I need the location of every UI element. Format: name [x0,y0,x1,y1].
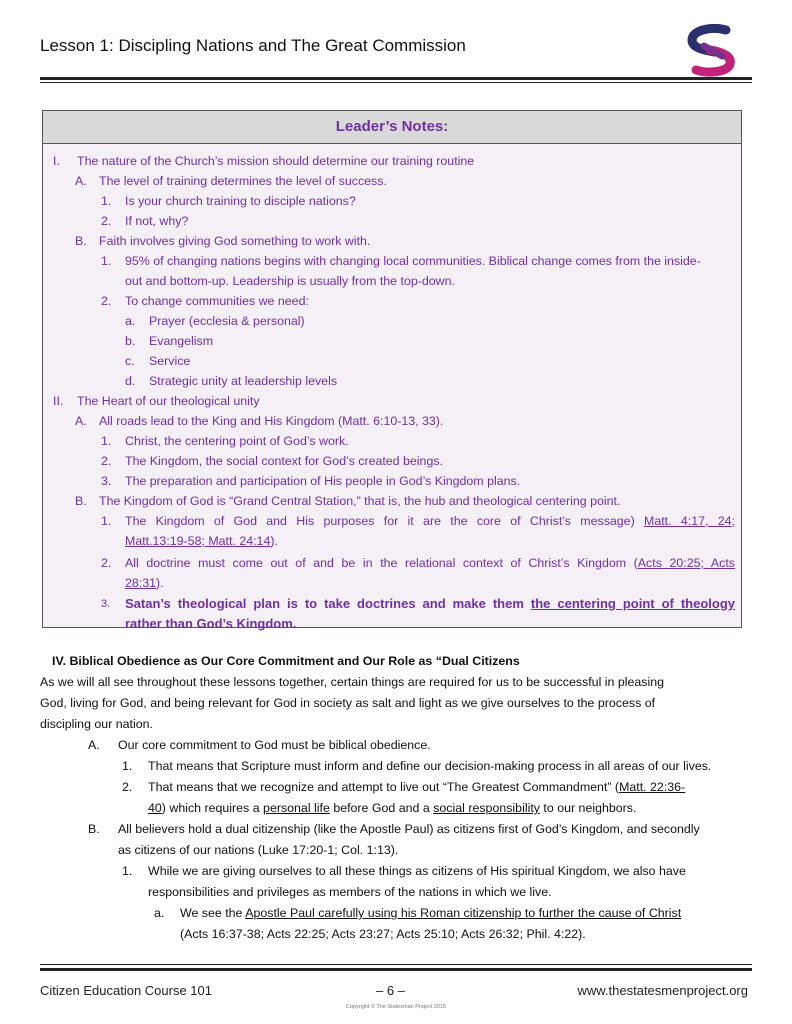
scripture-link[interactable]: Matt. 4:17, 24; [644,514,735,528]
section-heading: IV. Biblical Obedience as Our Core Commitment and Our Role as “Dual Citizens [52,654,520,668]
list-item-continued: 40) which requires a personal life before God and a social responsibility to our neighbors. [148,801,637,815]
list-item: A. All roads lead to the King and His Kingdom (Matt. 6:10-13, 33). [75,414,444,428]
list-item: a. Prayer (ecclesia & personal) [125,314,305,328]
footer-website[interactable]: www.thestatesmenproject.org [577,983,748,998]
list-item: 2. To change communities we need: [101,294,309,308]
list-item-text: All doctrine must come out of and be in the relational context of Christ’s Kingdom (Acts 20:25; Acts [125,556,735,570]
footer-rule [40,968,752,971]
list-item: B. The Kingdom of God is “Grand Central Station,” that is, the hub and theological centering point. [75,494,621,508]
leaders-notes-heading: Leader’s Notes: [43,111,741,144]
list-item-continued: as citizens of our nations (Luke 17:20-1; Col. 1:13). [118,843,399,857]
list-item-continued: (Acts 16:37-38; Acts 22:25; Acts 23:27; Acts 25:10; Acts 26:32; Phil. 4:22). [180,927,586,941]
list-item-continued: out and bottom-up. Leadership is usually from the top-down. [125,274,455,288]
emphasis-link[interactable]: personal life [263,801,330,815]
list-item: 2. If not, why? [101,214,189,228]
list-item: 1. While we are giving ourselves to all these things as citizens of His spiritual Kingdom, we also have [122,864,686,878]
footer-course-name: Citizen Education Course 101 [40,983,212,998]
scripture-link[interactable]: Acts 20:25; Acts [637,556,735,570]
list-item-text: The Kingdom of God and His purposes for it are the core of Christ’s message) Matt. 4:17, 24; [125,514,735,528]
header-rule-thin [40,82,752,83]
list-item: 3. The preparation and participation of His people in God’s Kingdom plans. [101,474,521,488]
list-item: 1. Christ, the centering point of God’s work. [101,434,349,448]
list-item-text: Satan’s theological plan is to take doctrines and make them the centering point of theology [125,596,735,611]
scripture-link[interactable]: 40 [148,801,162,815]
list-item: II. The Heart of our theological unity [53,394,260,408]
list-item: B. All believers hold a dual citizenship (like the Apostle Paul) as citizens first of God’s Kingdom, and secondly [88,822,700,836]
page-title: Lesson 1: Discipling Nations and The Great Commission [40,36,466,55]
list-item: 1. 95% of changing nations begins with changing local communities. Biblical change comes from the inside- [101,254,701,268]
footer-rule-thin [40,964,752,965]
list-item: b. Evangelism [125,334,214,348]
list-item: 2. That means that we recognize and attempt to live out “The Greatest Commandment” (Matt. 22:36- [122,780,686,794]
list-item: 1. Is your church training to disciple nations? [101,194,356,208]
list-item-continued: Matt.13:19-58; Matt. 24:14). [125,534,278,548]
paragraph-line: God, living for God, and being relevant for God in society as salt and light as we give ourselves to the process of [40,696,656,710]
list-item: d. Strategic unity at leadership levels [125,374,338,388]
list-item: A. The level of training determines the level of success. [75,174,387,188]
list-item: I. The nature of the Church’s mission should determine our training routine [53,154,475,168]
leaders-notes-box: Leader’s Notes: I. The nature of the Church’s mission should determine our training routine A. The level of training determines the level of success. 1. Is your church training to disciple nations? 2. If not, why? B. Faith involves giving God something to work with. 1. 95% of changing nations begins with changing local communities. Biblical change comes from the inside- out and bottom-up. Leadership is usually from the top-down. 2. To change communities we need: a. Prayer (ecclesia & personal) b. Evangelism c. Service d. Strategic unity at leadership levels II. The Heart of our theological unity A. All roads lead to the King and His Kingdom (Matt. 6:10-13, 33). 1. Christ, the centering point of God’s work. 2. The Kingdom, the social context for God’s created beings. 3. The preparation and participation of His people in God’s Kingdom plans. B. The Kingdom of God is “Grand Central Station,” that is, the hub and theological centering point. 1. The Kingdom of God and His purposes for it are the core of Christ’s message) Matt. 4:17, 24; Matt.13:19-58; Matt. 24:14). 2. All doctrine must come out of and be in the relational context of Christ’s Kingdom (Acts 20:25; Acts 28:31). 3. Satan’s theological plan is to take doctrines and make them the centering point of theology rather than God’s Kingdom. [42,110,742,628]
page-number: – 6 – [376,983,405,998]
list-item-continued: rather than God’s Kingdom. [125,616,297,631]
scripture-link[interactable]: Matt.13:19-58; Matt. 24:14 [125,534,271,548]
list-item: c. Service [125,354,191,368]
emphasis-link[interactable]: the centering point of theology [530,596,735,611]
list-item: 2. The Kingdom, the social context for God’s created beings. [101,454,443,468]
header-rule [40,77,752,80]
list-item-continued: responsibilities and privileges as members of the nations in which we live. [148,885,552,899]
emphasis-link[interactable]: social responsibility [433,801,540,815]
copyright-notice: Copyright © The Statesman Project 2015 [345,1004,447,1010]
list-item: A. Our core commitment to God must be biblical obedience. [88,738,431,752]
paragraph-line: discipling our nation. [40,717,153,731]
list-item: a. We see the Apostle Paul carefully using his Roman citizenship to further the cause of Christ [154,906,682,920]
emphasis-link[interactable]: Apostle Paul carefully using his Roman citizenship to further the cause of Christ [245,906,682,920]
list-item: 1. That means that Scripture must inform and define our decision-making process in all areas of our lives. [122,759,712,773]
list-item-continued: 28:31). [125,576,164,590]
list-item: B. Faith involves giving God something to work with. [75,234,371,248]
statesmen-s-logo-icon [682,24,742,78]
scripture-link[interactable]: 28:31 [125,576,157,590]
scripture-link[interactable]: Matt. 22:36- [619,780,686,794]
paragraph-line: As we will all see throughout these lessons together, certain things are required for us to be successful in pleasing [40,675,665,689]
